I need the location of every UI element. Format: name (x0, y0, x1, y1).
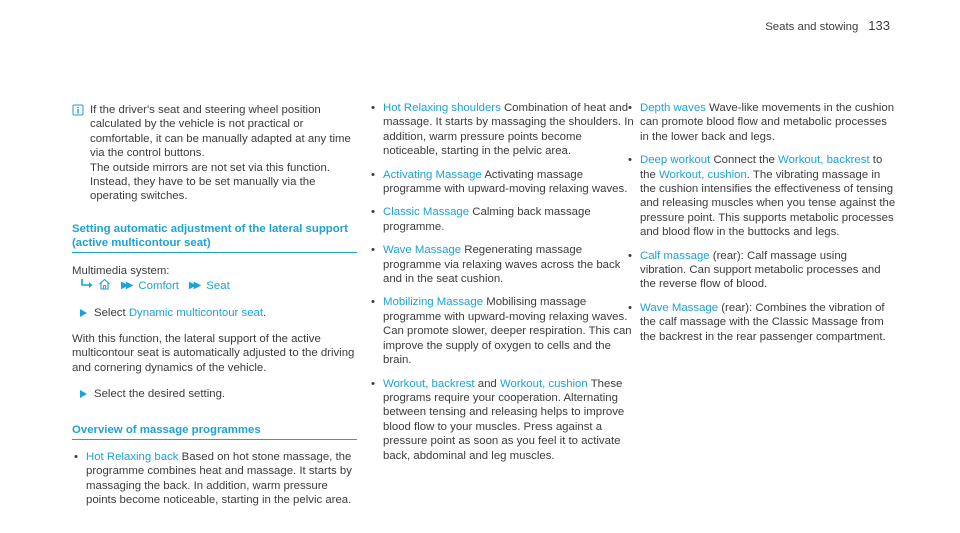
home-icon (98, 278, 111, 293)
section-heading-massage: Overview of massage programmes (72, 423, 357, 440)
massage-list-part-2 (369, 101, 635, 463)
section-title: Seats and stowing (765, 21, 859, 33)
column-3 (626, 101, 896, 353)
multimedia-label: Multimedia system: (72, 264, 170, 277)
section-heading-lateral-support: Setting automatic adjustment of the lateral support (active multicontour seat) (72, 222, 357, 253)
return-arrow-icon (80, 278, 94, 293)
list-item: • Mobilizing Massage Mobilising massage programme with upward-moving relaxing waves. Can promote slower, deeper respiration. This can improve the supply of oxygen to cells and the brain. (369, 295, 635, 367)
step-select-setting: Select the desired setting. (72, 387, 357, 401)
navigation-path (72, 264, 357, 294)
massage-list-part-1 (72, 450, 357, 508)
info-icon (72, 104, 84, 116)
list-item: • Calf massage (rear): Calf massage using vibration. Can support metabolic processes and the reverse flow of blood. (626, 249, 896, 292)
column-2 (369, 101, 635, 472)
list-item: • Activating Massage Activating massage programme with upward-moving relaxing waves. (369, 168, 635, 197)
list-item: • Depth waves Wave-like movements in the cushion can promote blood flow and metabolic processes in the lower back and legs. (626, 101, 896, 144)
column-1 (72, 103, 357, 516)
list-item: • Deep workout Connect the Workout, backrest to the Workout, cushion. The vibrating massage in the cushion intensifies the effectiveness of tensing and releasing muscles when you tense against the pressure point. This supports metabolic processes and blood flow in the buttocks and legs. (626, 153, 896, 239)
menu-path (72, 278, 357, 293)
step-arrow-icon (80, 390, 87, 398)
list-item: • Hot Relaxing back Based on hot stone massage, the programme combines heat and massage. It starts by massaging the back. In addition, warm pressure points become noticeable, starting in the pelvic area. (72, 450, 356, 508)
list-item: • Wave Massage Regenerating massage programme via relaxing waves across the back and in the seat cushion. (369, 243, 635, 286)
note-text-2: The outside mirrors are not set via this function. Instead, they have to be set manually via the operating switches. (90, 161, 330, 203)
lateral-description: With this function, the lateral support of the active multicontour seat is automatically adjusted to the driving and cornering dynamics of the vehicle. (72, 333, 355, 374)
info-note (72, 103, 357, 204)
chevron-right-icon: ▶▶ (121, 279, 131, 291)
page-header (765, 19, 890, 34)
note-text-1: If the driver's seat and steering wheel position calculated by the vehicle is not practical or comfortable, it can be manually adapted at any time via the control buttons. (90, 104, 351, 160)
step-arrow-icon (80, 309, 87, 317)
link-dynamic-multicontour-seat: Dynamic multicontour seat (128, 306, 264, 319)
list-item: • Workout, backrest and Workout, cushion These programs require your cooperation. Alternating between tensing and releasing helps to improve blood flow to your muscles. Press against a pressure point as soon as you feel it to activate back, abdominal and leg muscles. (369, 377, 635, 463)
list-item: • Classic Massage Calming back massage programme. (369, 205, 635, 234)
list-item: • Hot Relaxing shoulders Combination of heat and massage. It starts by massaging the shoulders. In addition, warm pressure points become noticeable, starting in the pelvic area. (369, 101, 635, 159)
list-item: • Wave Massage (rear): Combines the vibration of the calf massage with the Classic Massage from the backrest in the rear passenger compartment. (626, 301, 896, 344)
menu-seat: Seat (206, 279, 230, 292)
chevron-right-icon: ▶▶ (188, 279, 199, 291)
massage-list-part-3 (626, 101, 896, 344)
menu-comfort: Comfort (138, 279, 179, 292)
page-number: 133 (868, 18, 890, 33)
step-select-dynamic: Select Dynamic multicontour seat. (72, 306, 357, 320)
